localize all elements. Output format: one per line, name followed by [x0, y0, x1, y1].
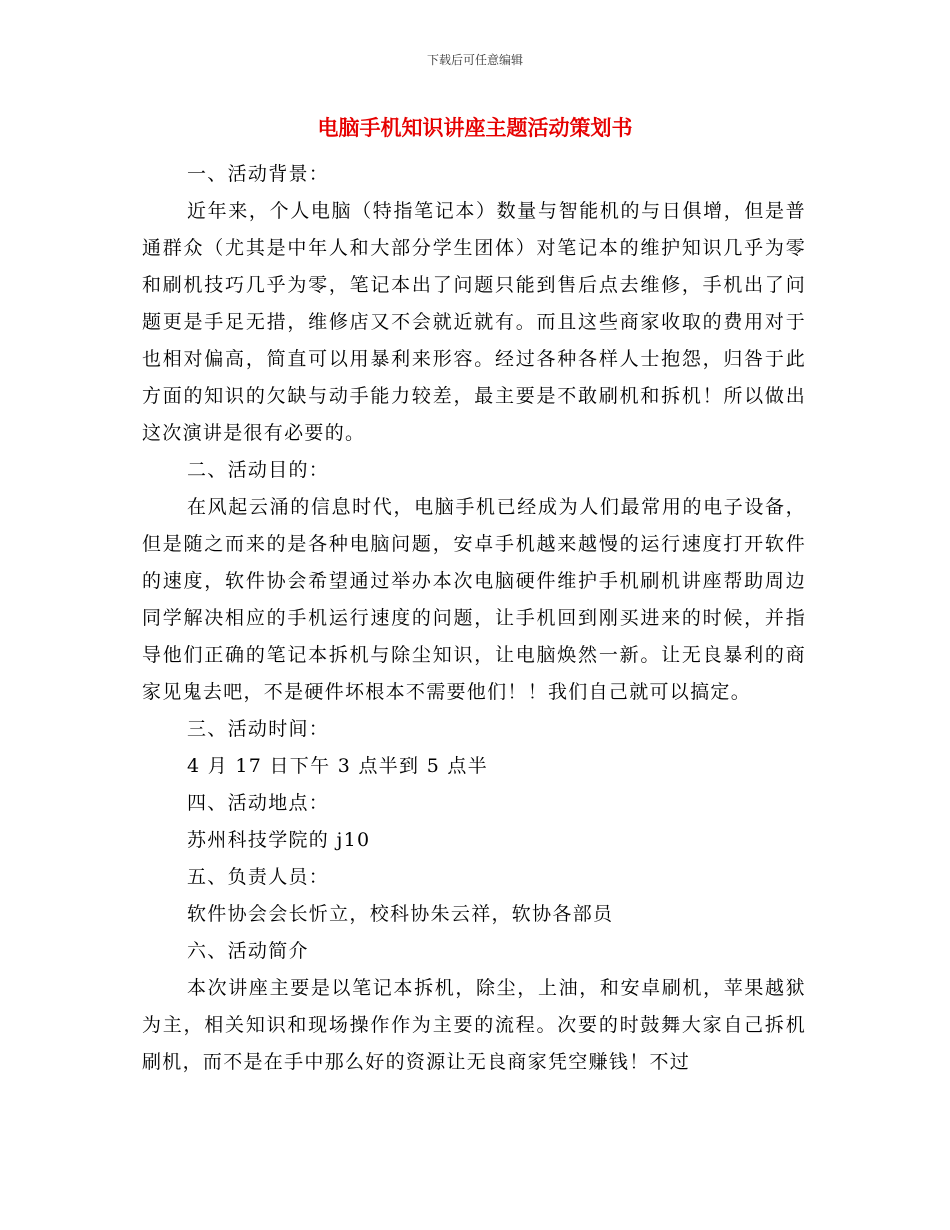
- section-heading-purpose: 二、活动目的：: [187, 459, 330, 481]
- page-header-note: 下载后可任意编辑: [426, 53, 523, 67]
- document-title: 电脑手机知识讲座主题活动策划书: [317, 116, 633, 140]
- section-heading-intro: 六、活动简介: [187, 940, 309, 962]
- document-body: [142, 156, 806, 1081]
- section-body-time: 4 月 17 日下午 3 点半到 5 点半: [187, 755, 489, 777]
- section-heading-staff: 五、负责人员：: [187, 866, 330, 888]
- section-heading-background: 一、活动背景：: [187, 163, 330, 185]
- section-heading-location: 四、活动地点：: [187, 792, 330, 814]
- section-body-staff: 软件协会会长忻立，校科协朱云祥，软协各部员: [187, 903, 614, 925]
- section-heading-time: 三、活动时间：: [187, 718, 330, 740]
- section-body-background: 近年来，个人电脑（特指笔记本）数量与智能机的与日俱增，但是普通群众（尤其是中年人和大部分学生团体）对笔记本的维护知识几乎为零和刷机技巧几乎为零，笔记本出了问题只能到售后点去维修，手机出了问题更是手足无措，维修店又不会就近就有。而且这些商家收取的费用对于也相对偏高，简直可以用暴利来形容。经过各种各样人士抱怨，归咎于此方面的知识的欠缺与动手能力较差，最主要是不敢刷机和拆机！所以做出这次演讲是很有必要的。: [142, 200, 806, 444]
- section-body-purpose: 在风起云涌的信息时代，电脑手机已经成为人们最常用的电子设备，但是随之而来的是各种电脑问题，安卓手机越来越慢的运行速度打开软件的速度，软件协会希望通过举办本次电脑硬件维护手机刷机讲座帮助周边同学解决相应的手机运行速度的问题，让手机回到刚买进来的时候，并指导他们正确的笔记本拆机与除尘知识，让电脑焕然一新。让无良暴利的商家见鬼去吧，不是硬件坏根本不需要他们！！我们自己就可以搞定。: [142, 496, 806, 703]
- section-body-location: 苏州科技学院的 j10: [187, 829, 371, 851]
- section-body-intro: 本次讲座主要是以笔记本拆机，除尘，上油，和安卓刷机，苹果越狱为主，相关知识和现场操作作为主要的流程。次要的时鼓舞大家自己拆机刷机，而不是在手中那么好的资源让无良商家凭空赚钱！不过: [142, 977, 806, 1073]
